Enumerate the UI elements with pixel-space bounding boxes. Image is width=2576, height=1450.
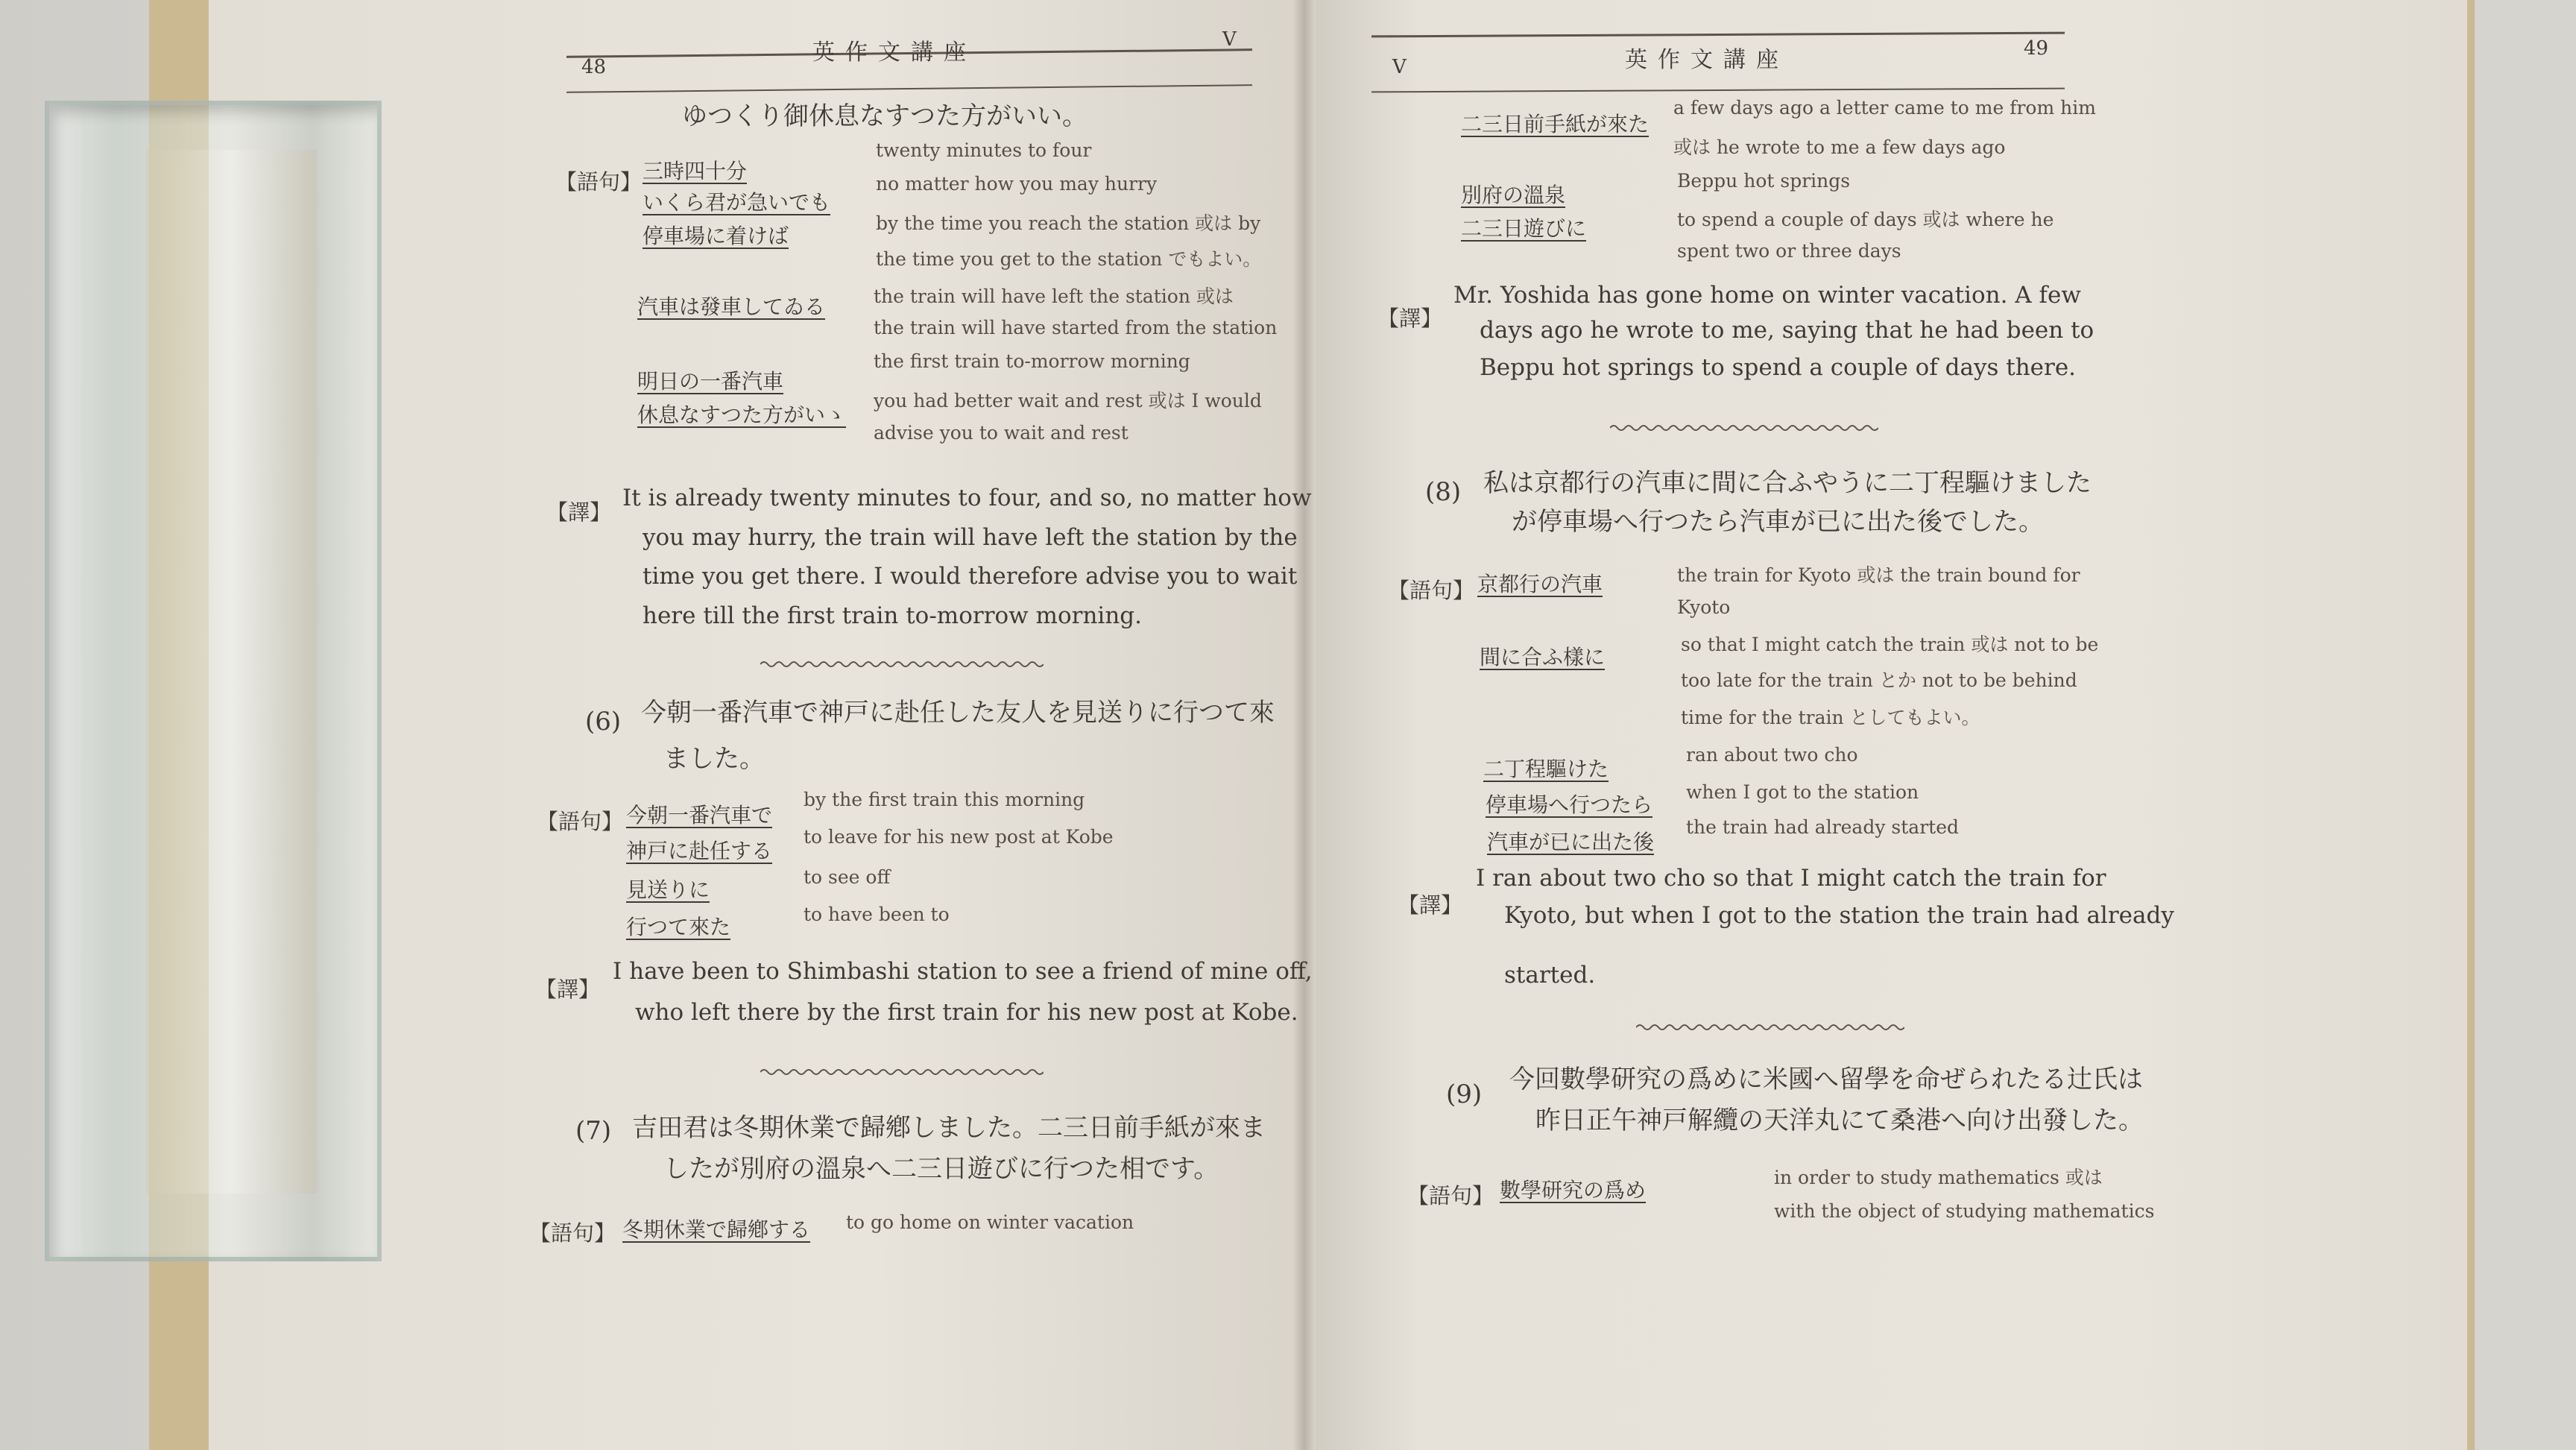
vocab-8-en-3: too late for the train とか not to be behind bbox=[1681, 669, 2077, 691]
vocab-8-en-0: the train for Kyoto 或は the train bound for bbox=[1677, 564, 2080, 586]
q8-line-0: 私は京都行の汽車に間に合ふやうに二丁程驅けました bbox=[1483, 468, 2092, 498]
vocab-5-jp-6: 明日の一番汽車 bbox=[637, 369, 784, 394]
trans-6-line-0: I have been to Shimbashi station to see a friend of mine off, bbox=[613, 958, 1313, 985]
vocab-8-en-7: the train had already started bbox=[1686, 816, 1959, 838]
q8-number: (8) bbox=[1425, 477, 1462, 507]
vocab-5-en-5: the train will have started from the station bbox=[874, 317, 1278, 338]
q7-line-0: 吉田君は冬期休業で歸鄕しました。二三日前手紙が來ま bbox=[632, 1113, 1266, 1143]
vocab-7-jp-0: 冬期休業で歸鄕する bbox=[622, 1217, 811, 1242]
q7-line-1: したが別府の溫泉へ二三日遊びに行つた相です。 bbox=[663, 1154, 1219, 1184]
vocab-8-jp-0: 京都行の汽車 bbox=[1477, 572, 1603, 596]
vocab-6-en-2: to see off bbox=[804, 866, 891, 888]
vocab-5-en-4: the train will have left the station 或は bbox=[874, 286, 1234, 307]
left-page-title: 英作文講座 bbox=[812, 40, 976, 66]
vocab-8-en-4: time for the train としてもよい。 bbox=[1681, 707, 1980, 728]
vocab-label-5: 【語句】 bbox=[555, 169, 643, 195]
vocab-7c-en-4: spent two or three days bbox=[1677, 240, 1901, 262]
glass-paperweight bbox=[45, 101, 382, 1261]
vocab-label-9: 【語句】 bbox=[1407, 1183, 1494, 1208]
vocab-label-8: 【語句】 bbox=[1388, 578, 1475, 603]
trans-label-6: 【譯】 bbox=[535, 977, 601, 1002]
q8-line-1: が停車場へ行つたら汽車が已に出た後でした。 bbox=[1512, 507, 2044, 537]
trans-8-line-0: I ran about two cho so that I might catch the train for bbox=[1476, 865, 2106, 892]
book-gutter bbox=[1293, 0, 1316, 1450]
right-page-number: 49 bbox=[2024, 37, 2049, 60]
vocab-7c-en-0: a few days ago a letter came to me from him bbox=[1673, 97, 2096, 119]
left-page-number: 48 bbox=[581, 56, 607, 78]
vocab-5-jp-0: 三時四十分 bbox=[643, 159, 748, 183]
vocab-7-en-0: to go home on winter vacation bbox=[846, 1211, 1134, 1233]
q7-number: (7) bbox=[575, 1116, 612, 1146]
trans-label-5: 【譯】 bbox=[546, 499, 612, 525]
vocab-5-jp-2: 停車場に着けば bbox=[643, 224, 789, 248]
glass-reflection bbox=[146, 150, 318, 1194]
vocab-5-en-1: no matter how you may hurry bbox=[876, 173, 1158, 195]
q9-line-1: 昨日正午神戸解纜の天洋丸にて桑港へ向け出發した。 bbox=[1535, 1106, 2144, 1135]
vocab-6-jp-0: 今朝一番汽車で bbox=[626, 803, 773, 828]
q6-number: (6) bbox=[585, 707, 622, 737]
vocab-9-en-0: in order to study mathematics 或は bbox=[1774, 1167, 2103, 1188]
right-page-title: 英作文講座 bbox=[1625, 47, 1789, 73]
vocab-8-en-1: Kyoto bbox=[1677, 596, 1731, 618]
trans-5-line-3: here till the first train to-morrow morning. bbox=[643, 602, 1142, 629]
trans-7-line-0: Mr. Yoshida has gone home on winter vacation. A few bbox=[1453, 282, 2081, 309]
vocab-8-jp-6: 停車場へ行つたら bbox=[1486, 792, 1653, 817]
right-section-mark: V bbox=[1392, 56, 1407, 78]
vocab-7c-en-1: 或は he wrote to me a few days ago bbox=[1673, 136, 2006, 158]
q9-number: (9) bbox=[1446, 1079, 1483, 1109]
vocab-7c-en-2: Beppu hot springs bbox=[1677, 170, 1851, 192]
vocab-9-en-1: with the object of studying mathematics bbox=[1774, 1200, 2155, 1222]
vocab-8-en-5: ran about two cho bbox=[1686, 744, 1858, 766]
trans-label-8: 【譯】 bbox=[1398, 892, 1463, 918]
trans-5-line-0: It is already twenty minutes to four, and so, no matter how bbox=[622, 485, 1312, 511]
vocab-8-en-2: so that I might catch the train 或は not to be bbox=[1681, 634, 2099, 655]
vocab-6-jp-2: 見送りに bbox=[626, 877, 710, 902]
vocab-6-jp-3: 行つて來た bbox=[626, 915, 731, 939]
vocab-6-en-3: to have been to bbox=[804, 904, 950, 925]
vocab-5-en-3: the time you get to the station でもよい。 bbox=[876, 248, 1262, 270]
trans-label-7: 【譯】 bbox=[1377, 306, 1443, 331]
vocab-label-7: 【語句】 bbox=[529, 1220, 616, 1246]
trans-7-line-1: days ago he wrote to me, saying that he had been to bbox=[1480, 317, 2094, 344]
vocab-7c-jp-2: 別府の溫泉 bbox=[1461, 183, 1566, 207]
vocab-5-en-0: twenty minutes to four bbox=[876, 139, 1092, 161]
trans-8-line-2: started. bbox=[1504, 962, 1596, 989]
trans-8-line-1: Kyoto, but when I got to the station the train had already bbox=[1504, 902, 2174, 929]
vocab-7c-en-3: to spend a couple of days 或は where he bbox=[1677, 209, 2054, 230]
q6-line-1: ました。 bbox=[663, 744, 765, 774]
vocab-5-en-6: the first train to-morrow morning bbox=[874, 350, 1190, 372]
trans-5-line-1: you may hurry, the train will have left the station by the bbox=[643, 524, 1298, 551]
vocab-5-jp-4: 汽車は發車してゐる bbox=[637, 294, 826, 319]
vocab-7c-jp-0: 二三日前手紙が來た bbox=[1461, 112, 1650, 136]
vocab-5-jp-1: いくら君が急いでも bbox=[643, 190, 831, 215]
vocab-6-jp-1: 神戸に赴任する bbox=[626, 839, 773, 863]
vocab-5-en-8: advise you to wait and rest bbox=[874, 422, 1128, 444]
section-divider-1 bbox=[760, 660, 1044, 669]
vocab-6-en-1: to leave for his new post at Kobe bbox=[804, 826, 1114, 848]
trans-6-line-1: who left there by the first train for his new post at Kobe. bbox=[635, 999, 1298, 1026]
vocab-9-jp-0: 數學研究の爲め bbox=[1500, 1178, 1647, 1202]
left-section-mark: V bbox=[1222, 28, 1237, 51]
vocab-5-en-7: you had better wait and rest 或は I would bbox=[874, 390, 1262, 412]
trans-7-line-2: Beppu hot springs to spend a couple of days there. bbox=[1480, 354, 2077, 381]
q9-line-0: 今回數學研究の爲めに米國へ留學を命ぜられたる辻氏は bbox=[1509, 1065, 2143, 1094]
vocab-8-jp-5: 二丁程驅けた bbox=[1483, 757, 1609, 781]
intro-line: ゆつくり御休息なすつた方がいい。 bbox=[682, 101, 1087, 131]
section-divider-2 bbox=[760, 1068, 1044, 1077]
section-divider-4 bbox=[1636, 1023, 1904, 1032]
vocab-5-jp-7: 休息なすつた方がいゝ bbox=[637, 403, 847, 427]
section-divider-3 bbox=[1610, 423, 1878, 432]
trans-5-line-2: time you get there. I would therefore advise you to wait bbox=[643, 563, 1298, 590]
vocab-8-jp-7: 汽車が已に出た後 bbox=[1487, 830, 1655, 854]
vocab-7c-jp-3: 二三日遊びに bbox=[1461, 216, 1587, 241]
vocab-6-en-0: by the first train this morning bbox=[804, 789, 1085, 810]
vocab-8-en-6: when I got to the station bbox=[1686, 781, 1919, 803]
vocab-label-6: 【語句】 bbox=[537, 809, 624, 834]
vocab-8-jp-2: 間に合ふ樣に bbox=[1480, 645, 1606, 669]
q6-line-0: 今朝一番汽車で神戸に赴任した友人を見送りに行つて來 bbox=[641, 698, 1275, 728]
vocab-5-en-2: by the time you reach the station 或は by bbox=[876, 212, 1261, 234]
